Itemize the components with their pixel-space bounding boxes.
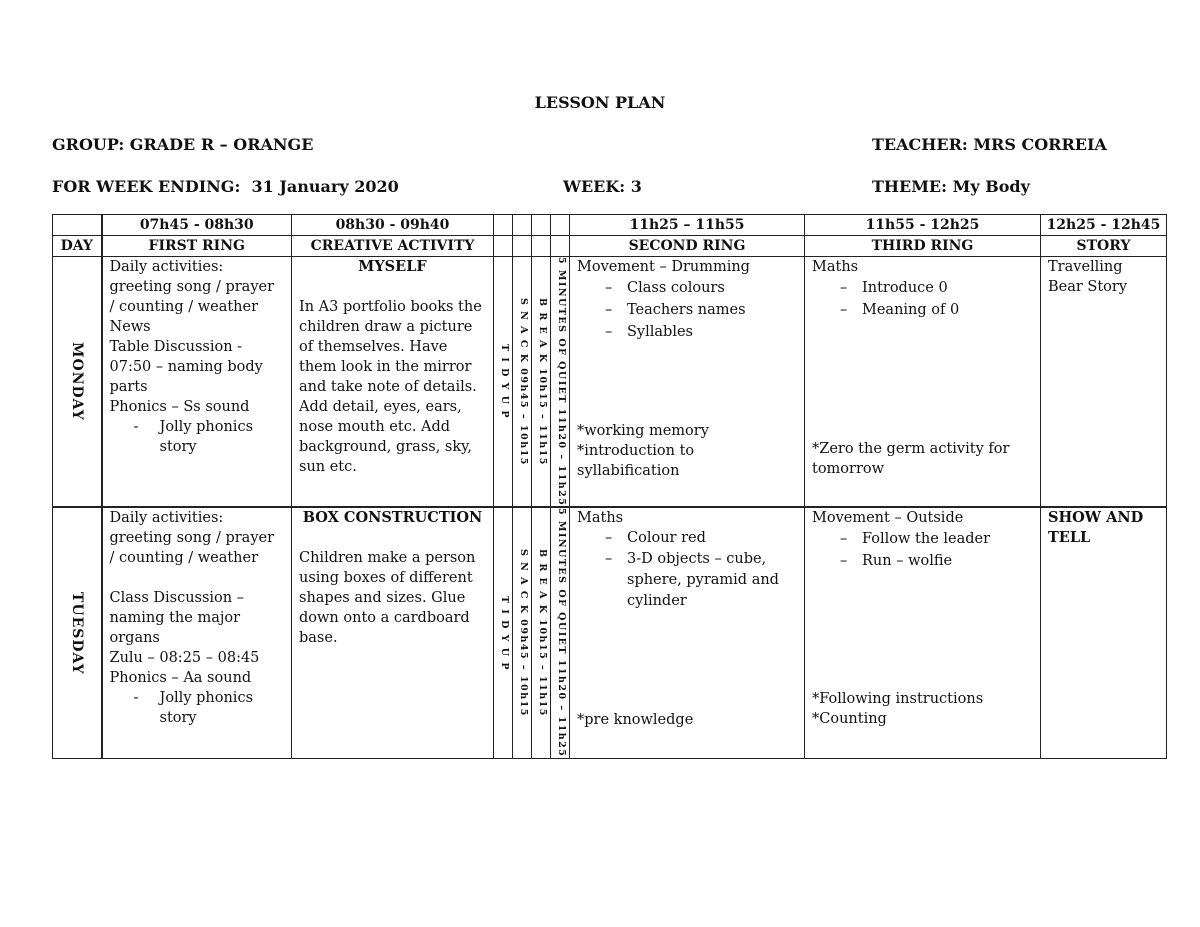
tuesday-row: [53, 507, 1167, 758]
week-ending-value: 31 January 2020: [251, 177, 399, 196]
note: *working memory: [577, 423, 709, 439]
time-second-ring: 11h25 – 11h55: [570, 215, 805, 236]
snack-label: S N A C K 09h45 – 10h15: [518, 297, 529, 466]
time-empty-2: [513, 215, 532, 236]
text-line: News: [109, 319, 151, 335]
text-line: parts: [109, 379, 148, 395]
tuesday-creative: [292, 507, 494, 758]
list-item: - Jolly phonics story: [134, 688, 285, 728]
text-line: Daily activities:: [109, 259, 224, 275]
group-line: [52, 135, 313, 154]
monday-story: [1041, 257, 1167, 508]
bullet-list: [577, 528, 797, 612]
monday-creative: [292, 257, 494, 508]
teacher-line: [872, 135, 1107, 154]
header-day: DAY: [53, 236, 102, 257]
list-item: - Jolly phonics story: [134, 417, 285, 457]
week-line: [563, 177, 642, 196]
page-title: LESSON PLAN: [534, 93, 666, 112]
list-item: – Syllables: [605, 321, 797, 343]
tuesday-first-ring: [102, 507, 292, 758]
activity-description: Children make a person using boxes of different shapes and sizes. Glue down onto a cardboard base.: [299, 550, 476, 647]
list-item: – Meaning of 0: [840, 299, 1033, 321]
quiet-column: [551, 257, 570, 508]
list-item: – Follow the leader: [840, 528, 1033, 550]
tuesday-second-ring: [570, 507, 805, 758]
note: *pre knowledge: [577, 712, 694, 729]
day-label: TUESDAY: [68, 591, 85, 675]
break-label: B R E A K 10h15 – 11h15: [537, 549, 548, 717]
time-first-ring: 07h45 - 08h30: [102, 215, 292, 236]
time-empty-4: [551, 215, 570, 236]
text-line: Daily activities:: [109, 510, 224, 527]
week-label: WEEK:: [563, 177, 626, 196]
list-item: – Class colours: [605, 277, 797, 299]
activity-title: Movement – Drumming: [577, 259, 750, 275]
list-item: – Run – wolfie: [840, 550, 1033, 572]
time-third-ring: 11h55 - 12h25: [805, 215, 1041, 236]
monday-third-ring: [805, 257, 1041, 508]
note: *Counting: [812, 711, 887, 728]
header-empty-4: [551, 236, 570, 257]
bullet-list: [110, 417, 285, 457]
bullet-list: [577, 277, 797, 343]
group-value: GRADE R – ORANGE: [129, 135, 314, 154]
time-empty-1: [494, 215, 513, 236]
list-item: – Introduce 0: [840, 277, 1033, 299]
teacher-label: TEACHER:: [872, 135, 968, 154]
text-line: greeting song / prayer: [109, 530, 275, 547]
text-line: Phonics – Ss sound: [109, 399, 250, 415]
note: *Zero the germ activity for tomorrow: [812, 441, 1010, 477]
day-cell-tuesday: [53, 507, 102, 758]
bullet-list: [812, 528, 1033, 572]
note: *Following instructions: [812, 691, 984, 708]
quiet-label: 5 MINUTES OF QUIET 11h20 – 11h25: [556, 508, 567, 758]
text-line: / counting / weather: [109, 299, 259, 315]
time-empty-3: [532, 215, 551, 236]
day-label: MONDAY: [68, 342, 85, 422]
time-row-empty: [53, 215, 102, 236]
snack-label: S N A C K 09h45 – 10h15: [518, 549, 529, 717]
activity-title: Maths: [812, 259, 859, 275]
text-line: Zulu – 08:25 – 08:45: [109, 650, 260, 667]
tuesday-third-ring: [805, 507, 1041, 758]
tidy-up-column: [494, 257, 513, 508]
tidy-up-label: T I D Y U P: [499, 344, 510, 420]
activity-title: Movement – Outside: [812, 510, 964, 527]
header-row: [53, 236, 1167, 257]
text-line: Table Discussion -: [109, 339, 243, 355]
break-label: B R E A K 10h15 – 11h15: [537, 297, 548, 466]
header-creative: CREATIVE ACTIVITY: [292, 236, 494, 257]
break-column: [532, 507, 551, 758]
time-story: 12h25 - 12h45: [1041, 215, 1167, 236]
text-line: Class Discussion –: [109, 590, 244, 607]
activity-title: BOX CONSTRUCTION: [302, 509, 483, 527]
theme-line: [872, 177, 1030, 196]
lesson-plan-table: [52, 214, 1167, 759]
header-third-ring: THIRD RING: [805, 236, 1041, 257]
text-line: 07:50 – naming body: [109, 359, 263, 375]
header-second-ring: SECOND RING: [570, 236, 805, 257]
theme-value: My Body: [952, 177, 1030, 196]
snack-column: [513, 507, 532, 758]
tuesday-story: [1041, 507, 1167, 758]
bullet-list: [110, 688, 285, 728]
bullet-list: [812, 277, 1033, 321]
text-line: organs: [109, 630, 160, 647]
header-story: STORY: [1041, 236, 1167, 257]
group-label: GROUP:: [52, 135, 125, 154]
header-empty-2: [513, 236, 532, 257]
teacher-value: MRS CORREIA: [973, 135, 1107, 154]
text-line: naming the major: [109, 610, 241, 627]
monday-second-ring: [570, 257, 805, 508]
header-first-ring: FIRST RING: [102, 236, 292, 257]
week-value: 3: [630, 177, 642, 196]
break-column: [532, 257, 551, 508]
header-empty-3: [532, 236, 551, 257]
list-item: – Colour red: [605, 528, 797, 549]
story-text: Travelling Bear Story: [1048, 259, 1128, 295]
snack-column: [513, 257, 532, 508]
text-line: greeting song / prayer: [109, 279, 275, 295]
week-ending-label: FOR WEEK ENDING:: [52, 177, 241, 196]
day-cell-monday: [53, 257, 102, 508]
tidy-up-column: [494, 507, 513, 758]
text-line: / counting / weather: [109, 550, 259, 567]
time-row: [53, 215, 1167, 236]
monday-row: [53, 257, 1167, 508]
tidy-up-label: T I D Y U P: [499, 595, 510, 671]
monday-first-ring: [102, 257, 292, 508]
activity-title: Maths: [577, 510, 624, 527]
text-line: Phonics – Aa sound: [109, 670, 252, 687]
week-ending-line: [52, 177, 399, 196]
activity-description: In A3 portfolio books the children draw a picture of themselves. Have them look in the mirror and take note of details. Add detail, eyes, ears, nose mouth etc. Add background, grass, sky, sun etc.: [299, 299, 482, 475]
quiet-label: 5 MINUTES OF QUIET 11h20 – 11h25: [556, 257, 567, 507]
note: *introduction to syllabification: [577, 443, 695, 479]
story-text: SHOW AND TELL: [1048, 509, 1144, 547]
time-creative: 08h30 - 09h40: [292, 215, 494, 236]
list-item: – 3-D objects – cube, sphere, pyramid and cylinder: [605, 549, 797, 612]
header-empty-1: [494, 236, 513, 257]
activity-title: MYSELF: [358, 258, 427, 275]
quiet-column: [551, 507, 570, 758]
theme-label: THEME:: [872, 177, 948, 196]
list-item: – Teachers names: [605, 299, 797, 321]
